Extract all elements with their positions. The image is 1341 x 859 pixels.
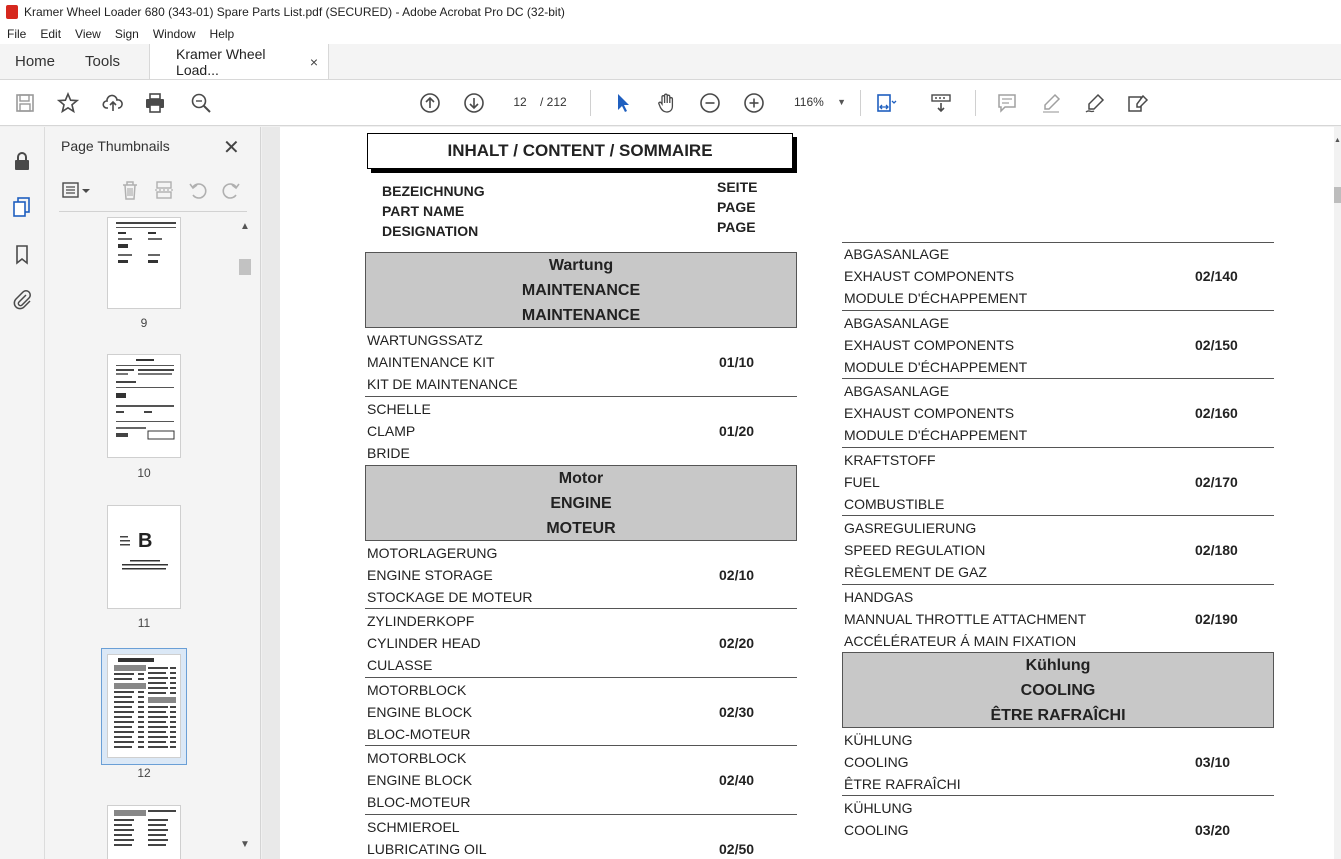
entry-divider: [842, 515, 1274, 516]
close-icon[interactable]: ✕: [223, 137, 240, 159]
toc-entry[interactable]: [844, 797, 1274, 859]
upload-cloud-icon[interactable]: [100, 90, 126, 116]
window-title: Kramer Wheel Loader 680 (343-01) Spare Parts List.pdf (SECURED) - Adobe Acrobat Pro DC (32-bit): [24, 5, 565, 19]
toc-entry-name: MANNUAL THROTTLE ATTACHMENT: [844, 610, 1087, 627]
page-thumbnail[interactable]: [107, 805, 181, 859]
toc-entry-page-ref: 02/20: [719, 635, 755, 651]
comment-icon[interactable]: [994, 90, 1020, 116]
toc-entry-name: CYLINDER HEAD: [367, 635, 481, 651]
fill-sign-icon[interactable]: [1125, 90, 1151, 116]
toc-entry-name: MOTORBLOCK: [367, 750, 467, 766]
toc-entry-page-ref: 01/10: [719, 354, 755, 370]
toc-entry-name: SCHMIEROEL: [367, 818, 460, 835]
toc-entry[interactable]: [844, 729, 1274, 795]
entry-divider: [365, 814, 797, 815]
menu-view[interactable]: View: [75, 27, 101, 41]
section-header-line: ÊTRE RAFRAÎCHI: [990, 706, 1126, 724]
entry-divider: [842, 310, 1274, 311]
toc-entry-name: HANDGAS: [844, 588, 914, 605]
section-header-line: COOLING: [1020, 681, 1096, 699]
toc-entry[interactable]: [367, 816, 797, 859]
thumbnail-page-number: 9: [140, 316, 148, 330]
rotate-cw-icon[interactable]: [218, 177, 244, 203]
select-cursor-icon[interactable]: [610, 90, 636, 116]
toc-entry-name: ACCÉLÉRATEUR Á MAIN FIXATION: [844, 632, 1077, 649]
toc-entry-name: MAINTENANCE KIT: [367, 354, 495, 370]
tab-close-icon[interactable]: ×: [309, 53, 319, 70]
toc-entry-page-ref: 03/10: [1195, 753, 1231, 770]
title-bar: [0, 0, 1341, 24]
toc-entry-name: ABGASANLAGE: [844, 383, 950, 399]
bookmarks-icon[interactable]: [11, 242, 33, 266]
page-thumbnail[interactable]: [107, 217, 181, 309]
toc-entry-name: CULASSE: [367, 657, 433, 673]
toc-entry-name: EXHAUST COMPONENTS: [844, 336, 1015, 353]
pdf-page: [280, 127, 1336, 859]
toc-entry-name: KIT DE MAINTENANCE: [367, 376, 518, 392]
toc-entry-name: KÜHLUNG: [844, 731, 913, 748]
page-number-input[interactable]: 12: [513, 95, 527, 109]
toolbar-divider: [975, 90, 976, 116]
toc-entry[interactable]: [367, 747, 797, 813]
thumbnail-page-number: 12: [137, 766, 151, 780]
toc-entry-name: CLAMP: [367, 422, 416, 439]
page-total: / 212: [540, 95, 567, 109]
toc-entry[interactable]: [844, 517, 1274, 583]
delete-page-icon[interactable]: [117, 177, 143, 203]
tab-document[interactable]: [149, 44, 329, 79]
menu-file[interactable]: File: [7, 27, 27, 41]
toc-entry[interactable]: [844, 380, 1274, 446]
toc-entry-page-ref: 03/20: [1195, 822, 1231, 838]
section-header: [365, 465, 797, 541]
zoom-level-value: 116%: [794, 95, 824, 109]
thumbnail-page-number: 11: [137, 616, 151, 630]
section-header-line: MOTEUR: [546, 519, 616, 537]
toc-entry[interactable]: [367, 542, 797, 608]
scroll-up-icon[interactable]: ▲: [240, 221, 250, 232]
header-page-label: SEITE: [717, 179, 758, 195]
toc-entry[interactable]: [367, 398, 797, 464]
zoom-in-icon[interactable]: [741, 90, 767, 116]
toc-entry-name: MOTORBLOCK: [367, 681, 467, 698]
toc-entry[interactable]: [367, 610, 797, 676]
menu-sign[interactable]: Sign: [114, 27, 139, 41]
section-header-line: MAINTENANCE: [521, 282, 641, 299]
scrollbar-thumb[interactable]: [1334, 187, 1341, 203]
scroll-mode-icon[interactable]: [928, 90, 954, 116]
entry-divider: [365, 677, 797, 678]
tab-bar: [0, 44, 1341, 80]
toc-entry-name: ENGINE BLOCK: [367, 772, 473, 788]
toc-entry-name: ABGASANLAGE: [844, 246, 950, 262]
toc-entry-page-ref: 01/20: [719, 422, 755, 439]
toc-entry-name: ENGINE STORAGE: [367, 566, 493, 583]
save-icon[interactable]: [12, 90, 38, 116]
document-viewport[interactable]: [262, 127, 1341, 859]
toc-entry[interactable]: [844, 586, 1274, 652]
toc-entry-name: EXHAUST COMPONENTS: [844, 405, 1015, 421]
entry-divider: [842, 242, 1274, 243]
toc-entry-name: ÊTRE RAFRAÎCHI: [844, 775, 961, 792]
entry-divider: [365, 396, 797, 397]
toc-entry-name: MODULE D'ÉCHAPPEMENT: [844, 358, 1028, 375]
section-header-line: Wartung: [548, 257, 614, 274]
menu-help[interactable]: Help: [209, 27, 235, 41]
toc-entry-page-ref: 02/180: [1195, 542, 1238, 558]
toc-entry-page-ref: 02/40: [719, 772, 755, 788]
bookmark-star-icon[interactable]: [55, 90, 81, 116]
previous-page-icon[interactable]: [417, 90, 443, 116]
thumbnails-panel-title: Page Thumbnails: [61, 138, 170, 154]
toc-entry-name: MOTORLAGERUNG: [367, 544, 498, 561]
panel-divider: [59, 211, 247, 212]
chevron-down-icon: ▼: [837, 97, 846, 107]
scroll-down-icon[interactable]: ▼: [240, 839, 250, 850]
hand-tool-icon[interactable]: [653, 90, 679, 116]
tab-home[interactable]: Home: [15, 53, 56, 70]
left-rail: [0, 127, 45, 859]
page-thumbnail-current[interactable]: [107, 654, 181, 758]
toc-entry-page-ref: 02/160: [1195, 405, 1238, 421]
print-icon[interactable]: [142, 90, 168, 116]
zoom-level-select[interactable]: [788, 91, 850, 113]
toc-entry-name: COOLING: [844, 753, 909, 770]
attachment-icon[interactable]: [11, 287, 33, 311]
toc-entry-name: GASREGULIERUNG: [844, 520, 977, 536]
tab-tools[interactable]: Tools: [85, 53, 121, 70]
section-header-line: Kühlung: [1025, 656, 1091, 674]
zoom-search-icon[interactable]: [188, 90, 214, 116]
entry-divider: [842, 378, 1274, 379]
menu-bar: [0, 24, 1341, 44]
header-label: PART NAME: [382, 203, 465, 219]
thumbnails-scrollbar[interactable]: [237, 219, 251, 859]
toc-entry-name: MODULE D'ÉCHAPPEMENT: [844, 427, 1028, 443]
toc-entry-name: ZYLINDERKOPF: [367, 613, 475, 629]
toc-entry-page-ref: 02/50: [719, 840, 755, 857]
toc-entry[interactable]: [844, 312, 1274, 378]
entry-divider: [365, 608, 797, 609]
chevron-down-icon[interactable]: [79, 177, 93, 203]
menu-window[interactable]: Window: [152, 27, 196, 41]
toc-entry-name: SPEED REGULATION: [844, 542, 986, 558]
toc-entry-page-ref: 02/170: [1195, 473, 1238, 490]
rotate-ccw-icon[interactable]: [185, 177, 211, 203]
toc-entry-name: EXHAUST COMPONENTS: [844, 268, 1015, 284]
entry-divider: [842, 584, 1274, 585]
toc-entry[interactable]: [844, 243, 1274, 309]
page-thumbnail[interactable]: [107, 505, 181, 609]
toc-entry-name: ABGASANLAGE: [844, 314, 950, 331]
toc-entry-name: BRIDE: [367, 444, 410, 461]
next-page-icon[interactable]: [461, 90, 487, 116]
toolbar-divider: [590, 90, 591, 116]
header-label: DESIGNATION: [382, 223, 479, 239]
highlight-pen-icon[interactable]: [1038, 90, 1064, 116]
toc-entry-name: MODULE D'ÉCHAPPEMENT: [844, 290, 1028, 306]
toc-entry-name: SCHELLE: [367, 400, 431, 417]
thumbnails-toolbar: [59, 177, 249, 205]
tab-document-label: Kramer Wheel Load...: [176, 45, 266, 78]
toc-entry-name: BLOC-MOTEUR: [367, 725, 471, 742]
page-thumbnail[interactable]: [107, 354, 181, 458]
toc-entry-name: [844, 841, 1274, 859]
toc-entry-page-ref: 02/190: [1195, 610, 1238, 627]
thumbnail-page-number: 10: [137, 466, 151, 480]
thumbnail-letter: B: [138, 530, 153, 552]
acrobat-icon: [6, 5, 18, 19]
menu-edit[interactable]: Edit: [40, 27, 62, 41]
sign-pen-icon[interactable]: [1082, 90, 1108, 116]
scroll-up-icon[interactable]: ▲: [1334, 137, 1341, 144]
entry-divider: [365, 745, 797, 746]
toc-entry-name: COOLING: [844, 822, 909, 838]
section-header-line: ENGINE: [550, 494, 612, 512]
section-header-line: Motor: [558, 469, 604, 487]
section-header-line: MAINTENANCE: [521, 307, 641, 324]
toc-entry-name: WARTUNGSSATZ: [367, 332, 483, 348]
toc-entry-page-ref: 02/10: [719, 566, 755, 583]
toc-title: INHALT / CONTENT / SOMMAIRE: [367, 133, 793, 169]
scrollbar-thumb[interactable]: [239, 259, 251, 275]
toc-entry-name: KÜHLUNG: [844, 800, 913, 816]
zoom-out-icon[interactable]: [697, 90, 723, 116]
toc-entry-name: KRAFTSTOFF: [844, 451, 936, 468]
extract-page-icon[interactable]: [151, 177, 177, 203]
entry-divider: [842, 447, 1274, 448]
header-page-label: PAGE: [717, 219, 756, 235]
toc-entry-name: COMBUSTIBLE: [844, 495, 945, 512]
toc-entry[interactable]: [367, 329, 797, 395]
toc-entry-name: RÈGLEMENT DE GAZ: [844, 564, 987, 580]
header-label: BEZEICHNUNG: [382, 183, 485, 199]
header-page-label: PAGE: [717, 199, 756, 215]
entry-divider: [842, 795, 1274, 796]
toc-entry-page-ref: 02/150: [1195, 336, 1238, 353]
section-header: [365, 252, 797, 328]
toc-entry-name: LUBRICATING OIL: [367, 840, 487, 857]
toc-entry-name: STOCKAGE DE MOTEUR: [367, 588, 533, 605]
toc-entry-name: ENGINE BLOCK: [367, 703, 473, 720]
toc-entry-name: BLOC-MOTEUR: [367, 794, 471, 810]
lock-icon[interactable]: [11, 149, 33, 173]
thumbnails-panel: [45, 127, 261, 859]
toc-entry-page-ref: 02/30: [719, 703, 755, 720]
toc-entry-page-ref: 02/140: [1195, 268, 1238, 284]
page-thumbnails-icon[interactable]: [11, 195, 33, 219]
page-fit-icon[interactable]: [873, 90, 899, 116]
toc-entry[interactable]: [367, 679, 797, 745]
document-scrollbar[interactable]: [1334, 127, 1341, 859]
toolbar-divider: [860, 90, 861, 116]
toc-entry-name: FUEL: [844, 473, 880, 490]
section-header: [842, 652, 1274, 728]
toc-entry[interactable]: [844, 449, 1274, 515]
